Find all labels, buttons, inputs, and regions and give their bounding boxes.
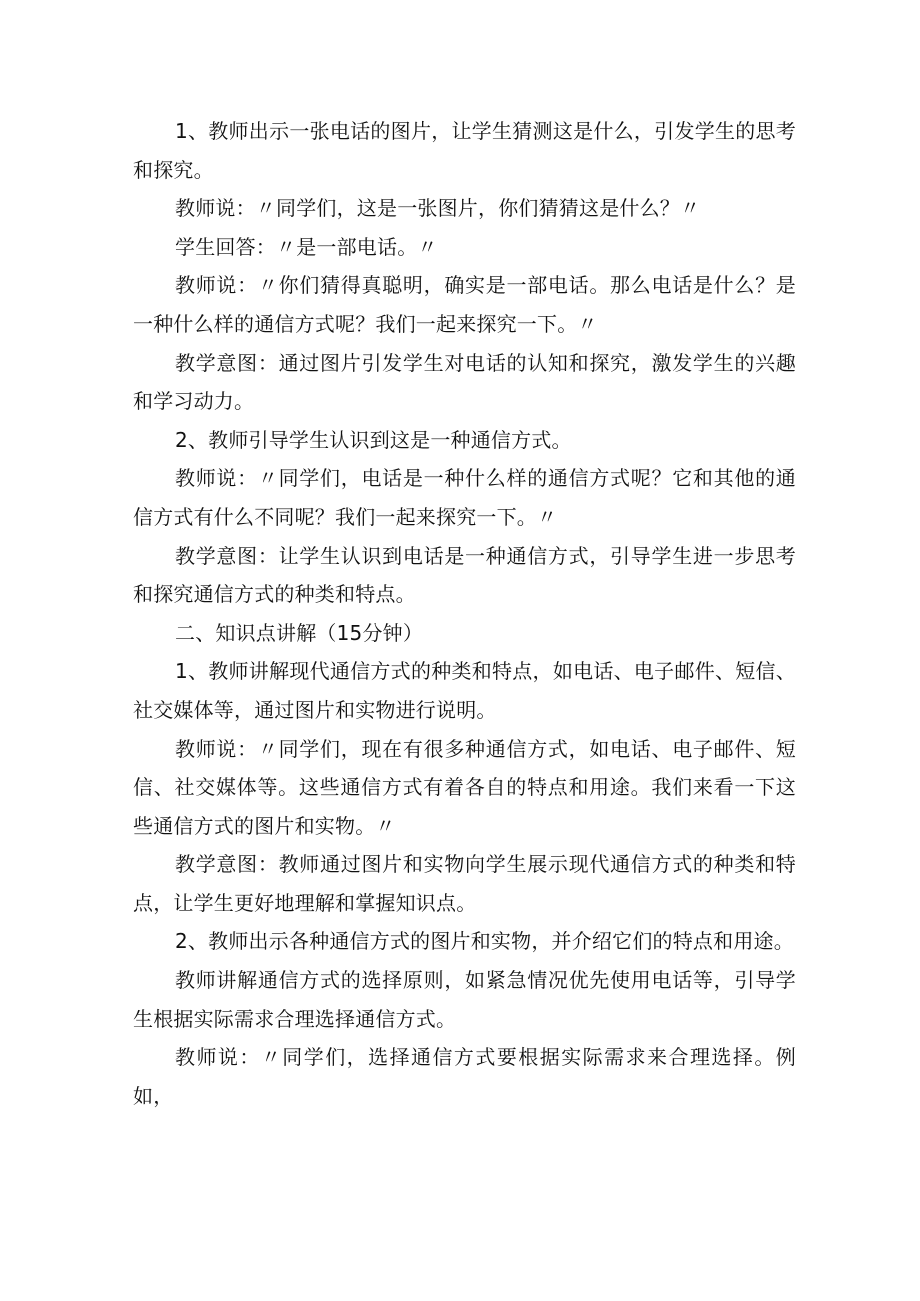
paragraph-5: 教学意图：通过图片引发学生对电话的认知和探究，激发学生的兴趣和学习动力。 [133,350,796,414]
paragraph-7: 教师说：〃同学们，电话是一种什么样的通信方式呢？它和其他的通信方式有什么不同呢？我们一起来探究一下。〃 [133,466,796,529]
paragraph-12: 教学意图：教师通过图片和实物向学生展示现代通信方式的种类和特点，让学生更好地理解和掌握知识点。 [133,852,796,915]
section-heading: 二、知识点讲解（15分钟） [175,620,424,645]
paragraph-13: 2、教师出示各种通信方式的图片和实物，并介绍它们的特点和用途。 [175,929,794,954]
paragraph-15: 教师说：〃同学们，选择通信方式要根据实际需求来合理选择。例如， [133,1045,796,1108]
paragraph-11: 教师说：〃同学们，现在有很多种通信方式，如电话、电子邮件、短信、社交媒体等。这些通信方式有着各自的特点和用途。我们来看一下这些通信方式的图片和实物。〃 [133,736,796,838]
paragraph-14: 教师讲解通信方式的选择原则，如紧急情况优先使用电话等，引导学生根据实际需求合理选择通信方式。 [133,968,796,1031]
document-body [133,112,796,1115]
paragraph-8: 教学意图：让学生认识到电话是一种通信方式，引导学生进一步思考和探究通信方式的种类和特点。 [133,543,796,607]
paragraph-3: 学生回答：〃是一部电话。〃 [175,234,438,259]
paragraph-6: 2、教师引导学生认识到这是一种通信方式。 [175,427,572,452]
paragraph-4: 教师说：〃你们猜得真聪明，确实是一部电话。那么电话是什么？是一种什么样的通信方式呢？我们一起来探究一下。〃 [133,273,796,336]
paragraph-2: 教师说：〃同学们，这是一张图片，你们猜猜这是什么？〃 [175,196,701,221]
paragraph-1: 1、教师出示一张电话的图片，让学生猜测这是什么，引发学生的思考和探究。 [133,119,796,182]
paragraph-10: 1、教师讲解现代通信方式的种类和特点，如电话、电子邮件、短信、社交媒体等，通过图片和实物进行说明。 [133,659,796,722]
